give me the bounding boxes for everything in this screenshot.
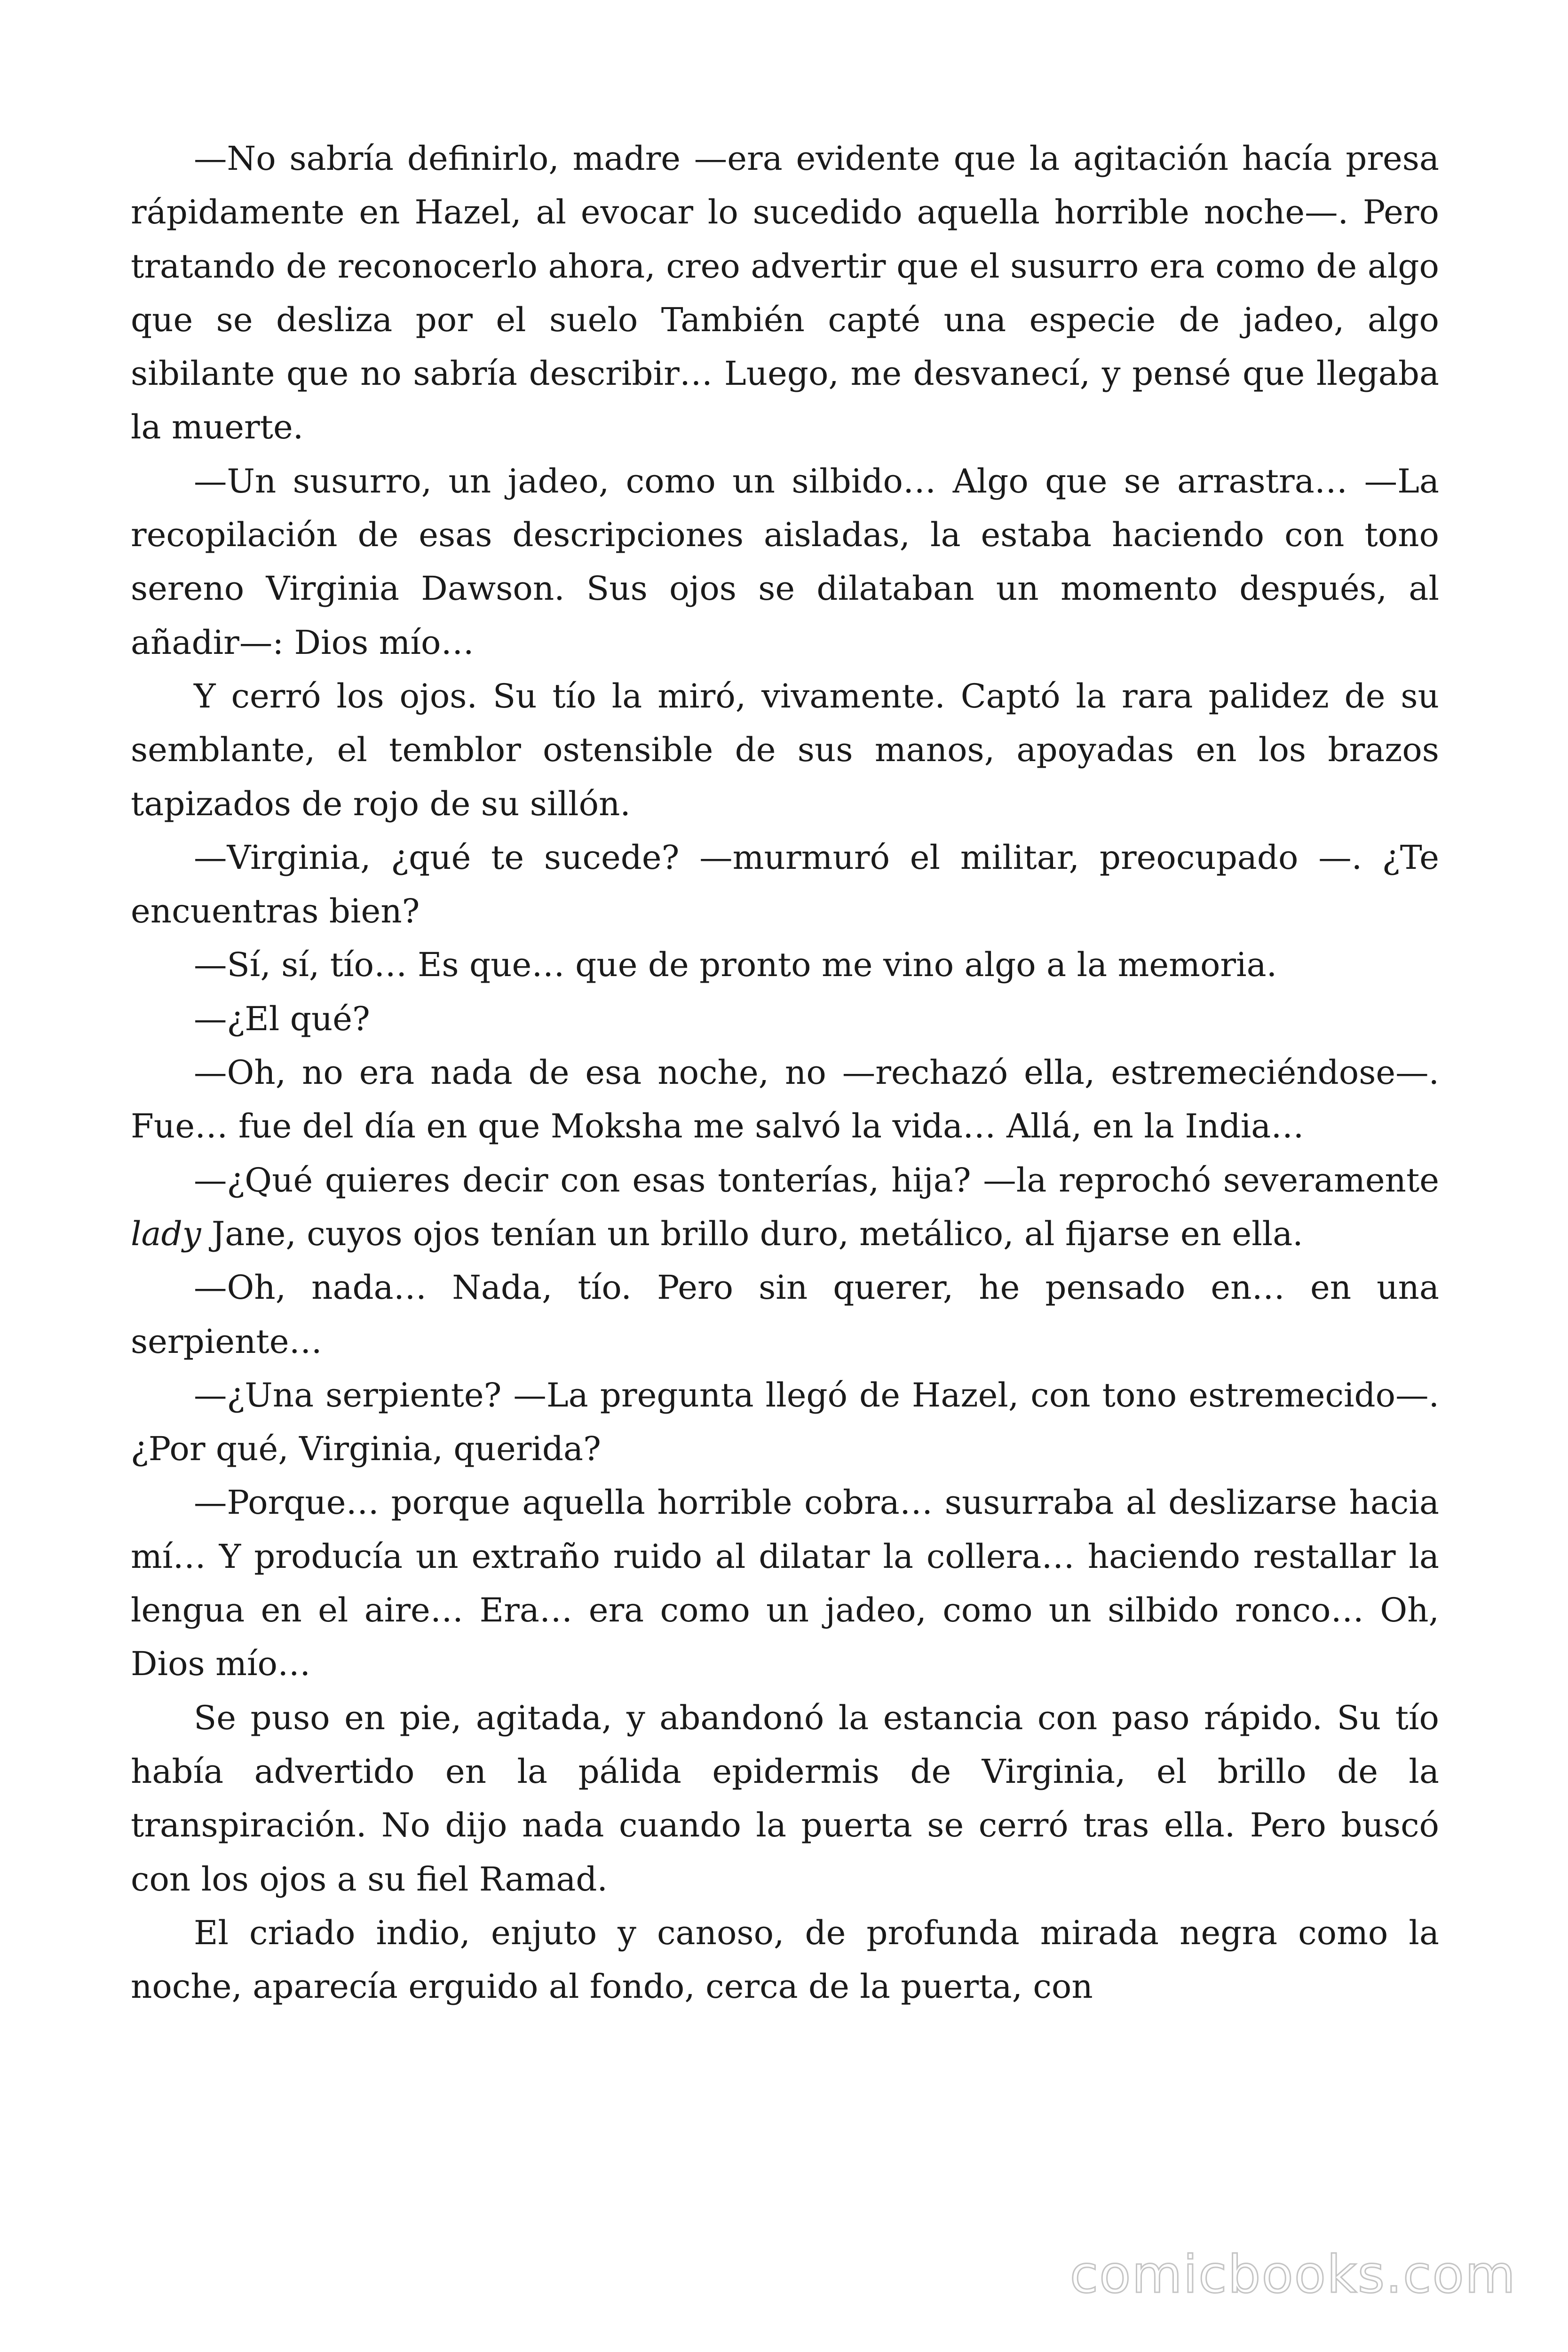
paragraph: El criado indio, enjuto y canoso, de profunda mirada negra como la noche, aparecía erguido al fondo, cerca de la puerta, con (131, 1913, 1439, 2006)
paragraph: Y cerró los ojos. Su tío la miró, vivamente. Captó la rara palidez de su semblante, el temblor ostensible de sus manos, apoyadas en los brazos tapizados de rojo de su sillón. (131, 676, 1439, 823)
paragraph: —Porque… porque aquella horrible cobra… susurraba al deslizarse hacia mí… Y producía un extraño ruido al dilatar la collera… haciendo restallar la lengua en el aire… Era… era como un jadeo, como un silbido ronco… Oh, Dios mío… (131, 1483, 1439, 1684)
paragraph: —¿El qué? (194, 999, 370, 1038)
paragraph (131, 1153, 1439, 1261)
paragraph: —No sabría definirlo, madre —era evidente que la agitación hacía presa rápidamente en Hazel, al evocar lo sucedido aquella horrible noche—. Pero tratando de reconocerlo ahora, creo advertir que el susurro era como de algo que se desliza por el suelo También capté una especie de jadeo, algo sibilante que no sabría describir… Luego, me desvanecí, y pensé que llegaba la muerte. (131, 139, 1439, 447)
paragraph: —Oh, nada… Nada, tío. Pero sin querer, he pensado en… en una serpiente… (131, 1268, 1439, 1361)
paragraph: Se puso en pie, agitada, y abandonó la estancia con paso rápido. Su tío había advertido en la pálida epidermis de Virginia, el brillo de la transpiración. No dijo nada cuando la puerta se cerró tras ella. Pero buscó con los ojos a su fiel Ramad. (131, 1698, 1439, 1899)
paragraph-text: —¿Qué quieres decir con esas tonterías, hija? —la reprochó severamente (194, 1160, 1439, 1200)
watermark: comicbooks.com (1069, 2244, 1516, 2304)
paragraph: —Sí, sí, tío… Es que… que de pronto me vino algo a la memoria. (194, 946, 1277, 985)
body-text (131, 132, 1439, 2013)
paragraph: —Un susurro, un jadeo, como un silbido… Algo que se arrastra… —La recopilación de esas descripciones aisladas, la estaba haciendo con tono sereno Virginia Dawson. Sus ojos se dilataban un momento después, al añadir—: Dios mío… (131, 461, 1439, 662)
paragraph-text: Jane, cuyos ojos tenían un brillo duro, metálico, al fijarse en ella. (201, 1214, 1303, 1253)
paragraph: —¿Una serpiente? —La pregunta llegó de Hazel, con tono estremecido—. ¿Por qué, Virginia, querida? (131, 1375, 1439, 1469)
paragraph: —Virginia, ¿qué te sucede? —murmuró el militar, preocupado —. ¿Te encuentras bien? (131, 838, 1439, 931)
italic-word: lady (131, 1214, 201, 1253)
paragraph: —Oh, no era nada de esa noche, no —rechazó ella, estremeciéndose—. Fue… fue del día en que Moksha me salvó la vida… Allá, en la India… (131, 1053, 1439, 1146)
